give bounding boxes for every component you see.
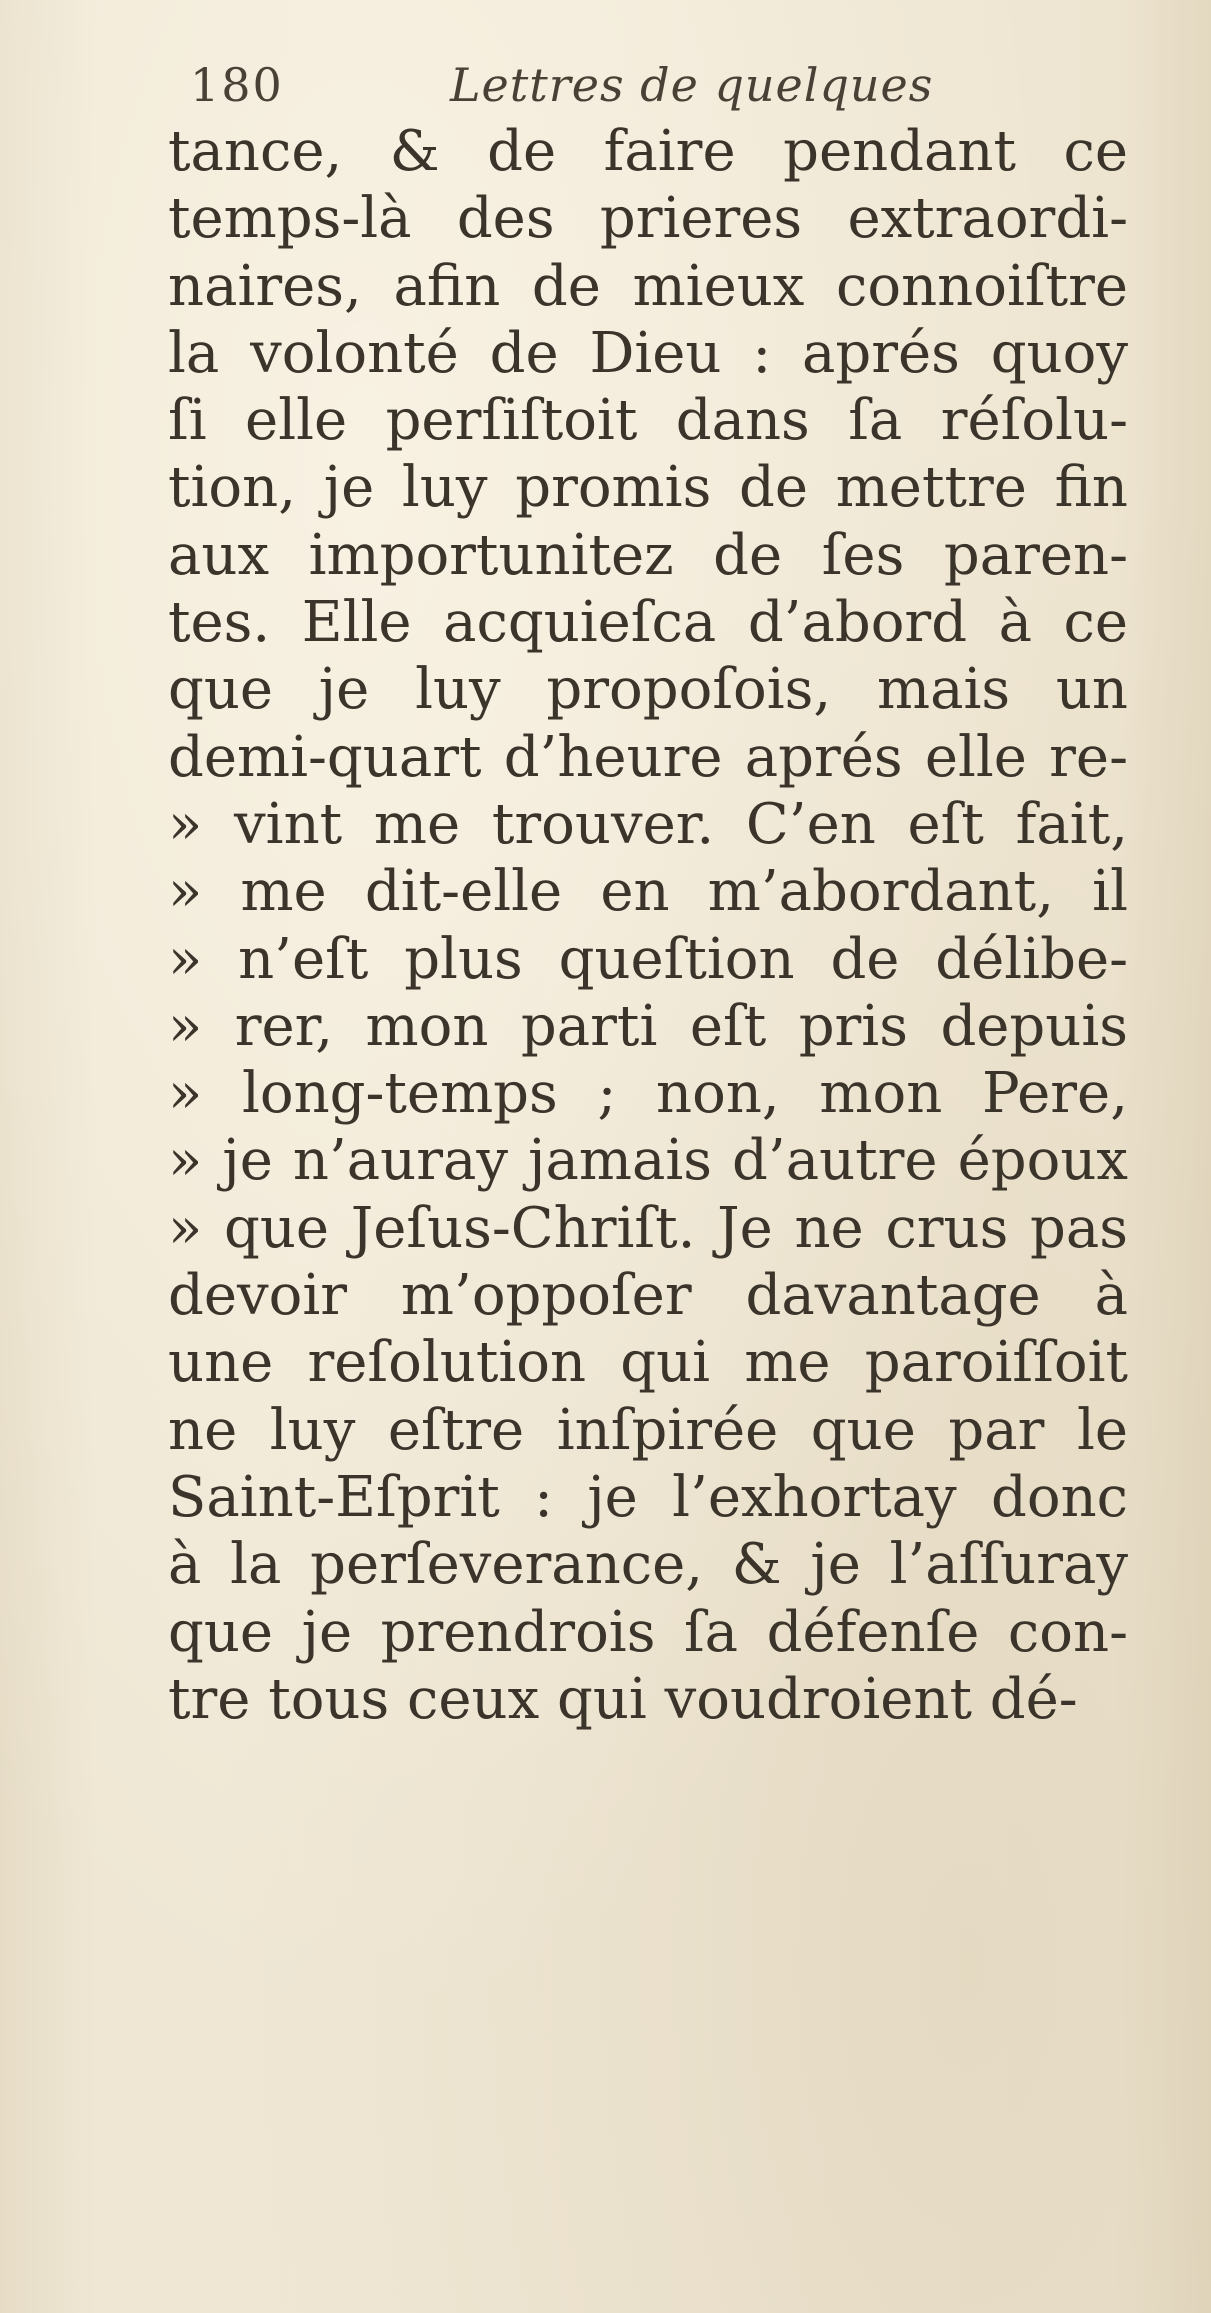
text-line: temps-là des prieres extraordi- (168, 186, 1128, 252)
text-line: » me dit-elle en m’abordant, il (168, 859, 1128, 925)
text-line: la volonté de Dieu : aprés quoy (168, 320, 1128, 386)
text-line: tion, je luy promis de mettre fin (168, 455, 1128, 521)
text-line: naires, afin de mieux connoiſtre (168, 253, 1128, 319)
text-line: ne luy eſtre inſpirée que par le (168, 1397, 1128, 1463)
text-line: devoir m’oppoſer davantage à (168, 1263, 1128, 1329)
text-line: Saint-Eſprit : je l’exhortay donc (168, 1464, 1128, 1530)
text-line: » n’eſt plus queſtion de délibe- (168, 926, 1128, 992)
page-number: 180 (190, 58, 284, 112)
text-line: demi-quart d’heure aprés elle re- (168, 724, 1128, 790)
body-text (168, 118, 1128, 1733)
text-line: ſi elle perſiſtoit dans ſa réſolu- (168, 388, 1128, 454)
text-line: » je n’auray jamais d’autre époux (168, 1128, 1128, 1194)
text-line: » rer, mon parti eſt pris depuis (168, 993, 1128, 1059)
text-line: aux importunitez de ſes paren- (168, 522, 1128, 588)
running-title: Lettres de quelques (450, 58, 934, 112)
text-line: » long-temps ; non, mon Pere, (168, 1061, 1128, 1127)
text-line: que je luy propoſois, mais un (168, 657, 1128, 723)
text-line: que je prendrois ſa défenſe con- (168, 1599, 1128, 1665)
text-line: une reſolution qui me paroiſſoit (168, 1330, 1128, 1396)
text-line: tance, & de faire pendant ce (168, 119, 1128, 184)
text-line: » que Jeſus-Chriſt. Je ne crus pas (168, 1195, 1128, 1261)
text-line: » vint me trouver. C’en eſt fait, (168, 791, 1128, 857)
text-line: tes. Elle acquieſca d’abord à ce (168, 590, 1128, 656)
text-line: à la perſeverance, & je l’aſſuray (168, 1532, 1128, 1598)
text-line: tre tous ceux qui voudroient dé- (168, 1666, 1078, 1732)
